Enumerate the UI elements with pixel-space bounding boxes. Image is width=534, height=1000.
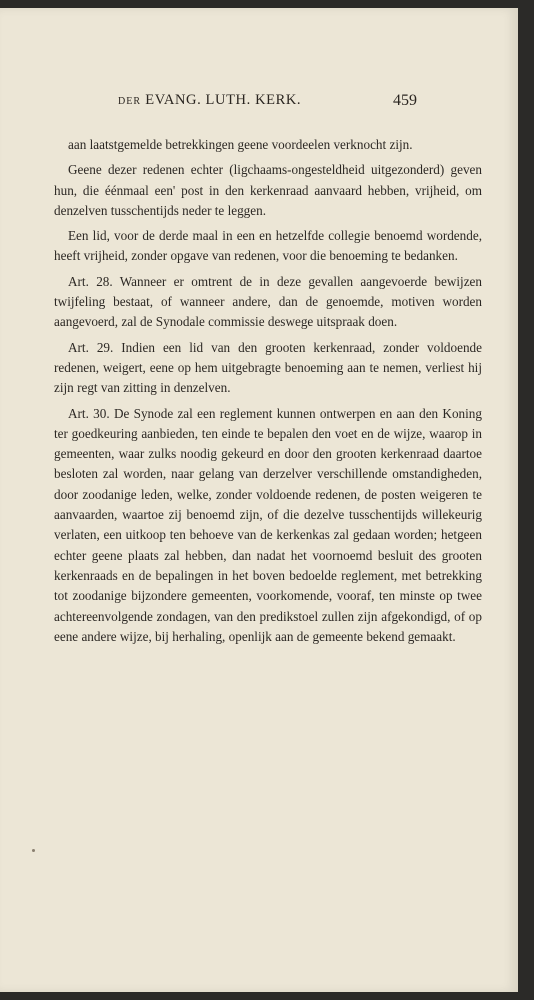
page-number: 459 (393, 92, 417, 109)
paragraph: Art. 30. De Synode zal een reglement kunnen ontwerpen en aan den Koning ter goedkeuring aanbieden, ten einde te bepalen den voet en de wijze, waarop in gemeenten, waar zulks noodig gekeurd en door den grooten kerkenraad daartoe besloten zal worden, naar gelang van derzelver verschillende omstandigheden, door zoodanige leden, welke, zonder voldoende redenen, de posten weigeren te aanvaarden, waartoe zij benoemd zijn, of die dezelve tusschentijds willekeurig verlaten, een uitkoop ten behoeve van de kerkenkas zal gedaan worden; hetgeen echter geene plaats zal hebben, dan nadat het voornoemd besluit des grooten kerkenraads en de bepalingen in het boven bedoelde reglement, met betrekking tot zoodanige bijzondere gemeenten, voorkomende, vooraf, ten minste op twee achtereenvolgende zondagen, van den predikstoel zullen zijn afgekondigd, of op eene andere wijze, bij herhaling, openlijk aan de gemeente bekend gemaakt. (54, 405, 482, 644)
paragraph: Geene dezer redenen echter (ligchaams-ongesteldheid uitgezonderd) geven hun, die éénmaal een' post in den kerkenraad aanvaard hebben, vrijheid, om denzelven tusschentijds neder te leggen. (54, 162, 482, 218)
paragraph: Een lid, voor de derde maal in een en hetzelfde collegie benoemd wordende, heeft vrijheid, zonder opgave van redenen, voor die benoeming te bedanken. (54, 228, 482, 264)
book-page (0, 8, 518, 992)
header-title: EVANG. LUTH. KERK. (145, 92, 302, 108)
body-text (54, 135, 482, 652)
paragraph: Art. 28. Wanneer er omtrent de in deze gevallen aangevoerde bewijzen twijfeling bestaat, of wanneer andere, dan de genoemde, motiven worden aangevoerd, zal de Synodale commissie deswege uitspraak doen. (54, 273, 482, 330)
paragraph: aan laatstgemelde betrekkingen geene voordeelen verknocht zijn. (68, 137, 413, 152)
paragraph: Art. 29. Indien een lid van den grooten kerkenraad, zonder voldoende redenen, weigert, eene op hem uitgebragte benoeming aan te nemen, verliest hij zijn regt van zitting in denzelven. (54, 339, 482, 396)
paper-spot (32, 849, 35, 852)
header-prefix: DER (118, 96, 141, 107)
